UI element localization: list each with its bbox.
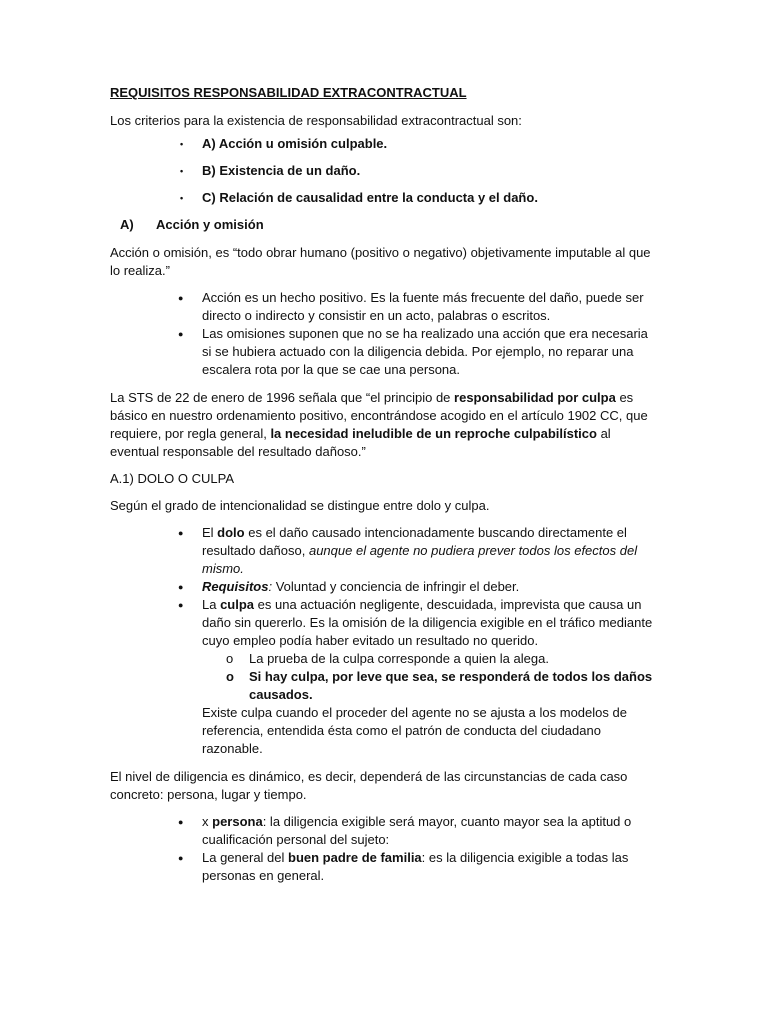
dolo-bold-text: dolo	[217, 525, 245, 540]
requirement-item: • B) Existencia de un daño.	[110, 162, 655, 180]
section-a-heading	[120, 216, 655, 234]
diligencia-bullets	[110, 813, 655, 885]
persona-bold-text: persona	[212, 814, 263, 829]
culpa-sub-item: o La prueba de la culpa corresponde a quien la alega.	[202, 650, 655, 668]
culpa-bullet	[110, 596, 655, 758]
sts-text: La STS de 22 de enero de 1996 señala que “el principio de	[110, 390, 455, 405]
diligencia-paragraph: El nivel de diligencia es dinámico, es decir, dependerá de las circunstancias de cada caso concreto: persona, lugar y tiempo.	[110, 769, 628, 802]
dolo-bullet	[110, 524, 655, 578]
requirement-item: • A) Acción u omisión culpable.	[110, 135, 655, 153]
persona-text: x	[202, 814, 213, 829]
sts-paragraph	[110, 389, 655, 461]
culpa-sub-list	[202, 650, 655, 704]
buen-padre-bullet	[110, 849, 655, 885]
action-bullets	[110, 289, 655, 379]
dolo-text: El	[202, 525, 218, 540]
culpa-bold-text: culpa	[220, 597, 255, 612]
intro-paragraph: Los criterios para la existencia de responsabilidad extracontractual son:	[110, 113, 522, 128]
culpa-note: Existe culpa cuando el proceder del agente no se ajusta a los modelos de referencia, entendida ésta como el patrón de conducta del ciudadano razonable.	[202, 705, 627, 756]
action-bullet: ● Acción es un hecho positivo. Es la fuente más frecuente del daño, puede ser directo o indirecto y consistir en un acto, palabras o escritos.	[110, 289, 655, 325]
buen-padre-text: La general del	[202, 850, 289, 865]
dolo-text: es el daño causado intencionadamente buscando directamente el resultado dañoso,	[202, 525, 627, 558]
culpa-text: es una actuación negligente, descuidada, imprevista que causa un daño sin quererlo. Es la omisión de la diligencia exigible en el tráfico mediante cuyo empleo podía haber evitado un resultado no querido.	[202, 597, 653, 648]
persona-bullet	[110, 813, 655, 849]
sts-text: al eventual responsable del resultado dañoso.”	[110, 426, 611, 459]
requisitos-text: Voluntad y conciencia de infringir el deber.	[272, 579, 520, 594]
sts-bold-text: responsabilidad por culpa	[454, 390, 616, 405]
persona-text: : la diligencia exigible será mayor, cuanto mayor sea la aptitud o cualificación personal del sujeto:	[202, 814, 632, 847]
sts-text: es básico en nuestro ordenamiento positivo, encontrándose acogido en el artículo 1902 CC, que requiere, por regla general,	[110, 390, 648, 441]
omission-bullet: ● Las omisiones suponen que no se ha realizado una acción que era necesaria si se hubiera actuado con la diligencia debida. Por ejemplo, no reparar una escalera rota por la que se cae una persona.	[110, 325, 655, 379]
section-a-title: Acción y omisión	[156, 217, 264, 232]
dolo-culpa-bullets	[110, 524, 655, 758]
requisitos-colon: :	[268, 579, 273, 594]
requisitos-label: Requisitos	[202, 579, 269, 594]
sts-bold-text: la necesidad ineludible de un reproche culpabilístico	[270, 426, 597, 441]
buen-padre-bold-text: buen padre de familia	[288, 850, 422, 865]
definition-paragraph: Acción o omisión, es “todo obrar humano (positivo o negativo) objetivamente imputable al que lo realiza.”	[110, 245, 651, 278]
section-a-letter: A)	[120, 217, 134, 232]
dolo-italic-text: aunque el agente no pudiera prever todos los efectos del mismo.	[202, 543, 638, 576]
culpa-sub-item: o Si hay culpa, por leve que sea, se responderá de todos los daños causados.	[202, 668, 655, 704]
requisitos-bullet	[110, 578, 655, 596]
grado-paragraph: Según el grado de intencionalidad se distingue entre dolo y culpa.	[110, 498, 490, 513]
requirements-list	[110, 135, 655, 207]
document-page	[110, 84, 655, 895]
buen-padre-text: : es la diligencia exigible a todas las personas en general.	[202, 850, 629, 883]
section-a1-heading: A.1) DOLO O CULPA	[110, 471, 235, 486]
document-title: REQUISITOS RESPONSABILIDAD EXTRACONTRACTUAL	[110, 85, 467, 100]
requirement-item: • C) Relación de causalidad entre la conducta y el daño.	[110, 189, 655, 207]
culpa-text: La	[202, 597, 221, 612]
